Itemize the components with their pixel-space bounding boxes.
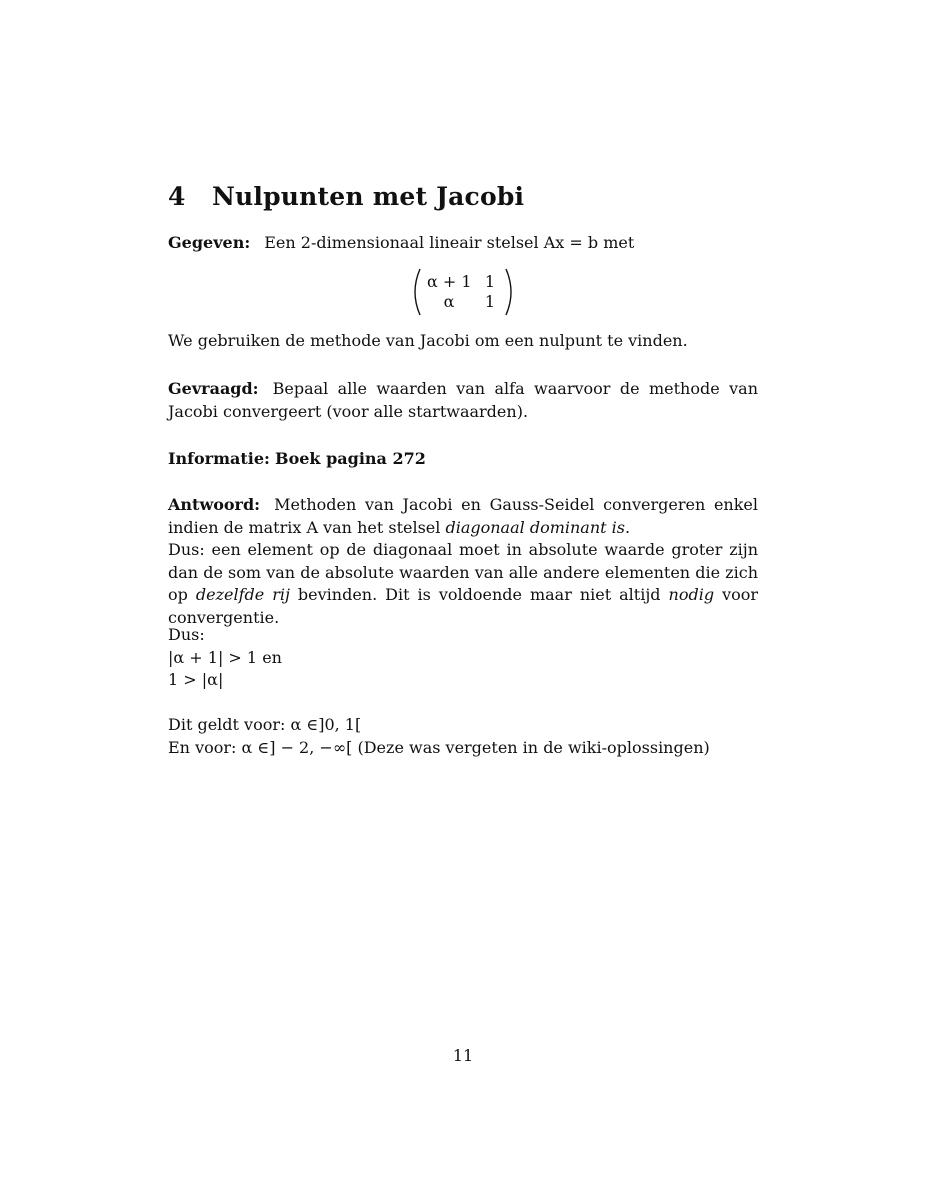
page-number: 11 — [452, 1046, 474, 1065]
result-line: En voor: α ∈] − 2, −∞[ (Deze was vergeten in de wiki-oplossingen) — [168, 737, 710, 757]
info-paragraph — [168, 448, 758, 471]
asked-text: Bepaal alle waarden van alfa waarvoor de methode van Jacobi convergeert (voor alle startwaarden). — [168, 379, 758, 421]
info-label: Informatie: — [168, 449, 270, 468]
result-line: Dit geldt voor: α ∈]0, 1[ — [168, 715, 362, 734]
section-number: 4 — [168, 182, 186, 211]
answer-label: Antwoord: — [168, 495, 261, 514]
asked-label: Gevraagd: — [168, 379, 259, 398]
method-paragraph: We gebruiken de methode van Jacobi om een nulpunt te vinden. — [168, 331, 688, 350]
answer-dus-emphasis-2: nodig — [668, 585, 715, 604]
matrix-cell: α — [443, 292, 455, 311]
answer-dus-text: Dus: een element op de diagonaal moet in absolute waarde groter zijn dan de som van de absolute waarden van alle andere elementen die zich op — [168, 540, 758, 604]
asked-paragraph — [168, 378, 758, 423]
info-text: Boek pagina 272 — [275, 449, 426, 468]
answer-paragraph — [168, 494, 758, 629]
answer-text: Methoden van Jacobi en Gauss-Seidel convergeren enkel indien de matrix A van het stelsel — [168, 495, 758, 537]
condition-line: |α + 1| > 1 en — [168, 647, 282, 667]
answer-emphasis: diagonaal dominant is. — [445, 517, 631, 537]
answer-dus-emphasis: dezelfde rij — [195, 585, 290, 604]
condition-line: 1 > |α| — [168, 670, 224, 689]
matrix-cell: 1 — [484, 272, 496, 291]
matrix-cell: 1 — [484, 292, 496, 311]
right-parenthesis — [503, 268, 517, 316]
matrix-cell: α + 1 — [427, 272, 472, 291]
conditions-block — [168, 624, 758, 692]
section-heading — [168, 182, 524, 211]
given-label: Gegeven: — [168, 233, 251, 252]
conditions-heading: Dus: — [168, 625, 205, 644]
answer-dus-text-2: bevinden. Dit is voldoende maar niet altijd — [297, 585, 661, 604]
coefficient-matrix — [409, 268, 517, 316]
answer-dus-text-3: voor convergentie. — [168, 585, 759, 627]
given-paragraph — [168, 232, 758, 255]
section-title-text: Nulpunten met Jacobi — [212, 182, 525, 211]
left-parenthesis — [409, 268, 423, 316]
given-text: Een 2-dimensionaal lineair stelsel Ax = b met — [264, 233, 635, 252]
result-block — [168, 714, 758, 759]
